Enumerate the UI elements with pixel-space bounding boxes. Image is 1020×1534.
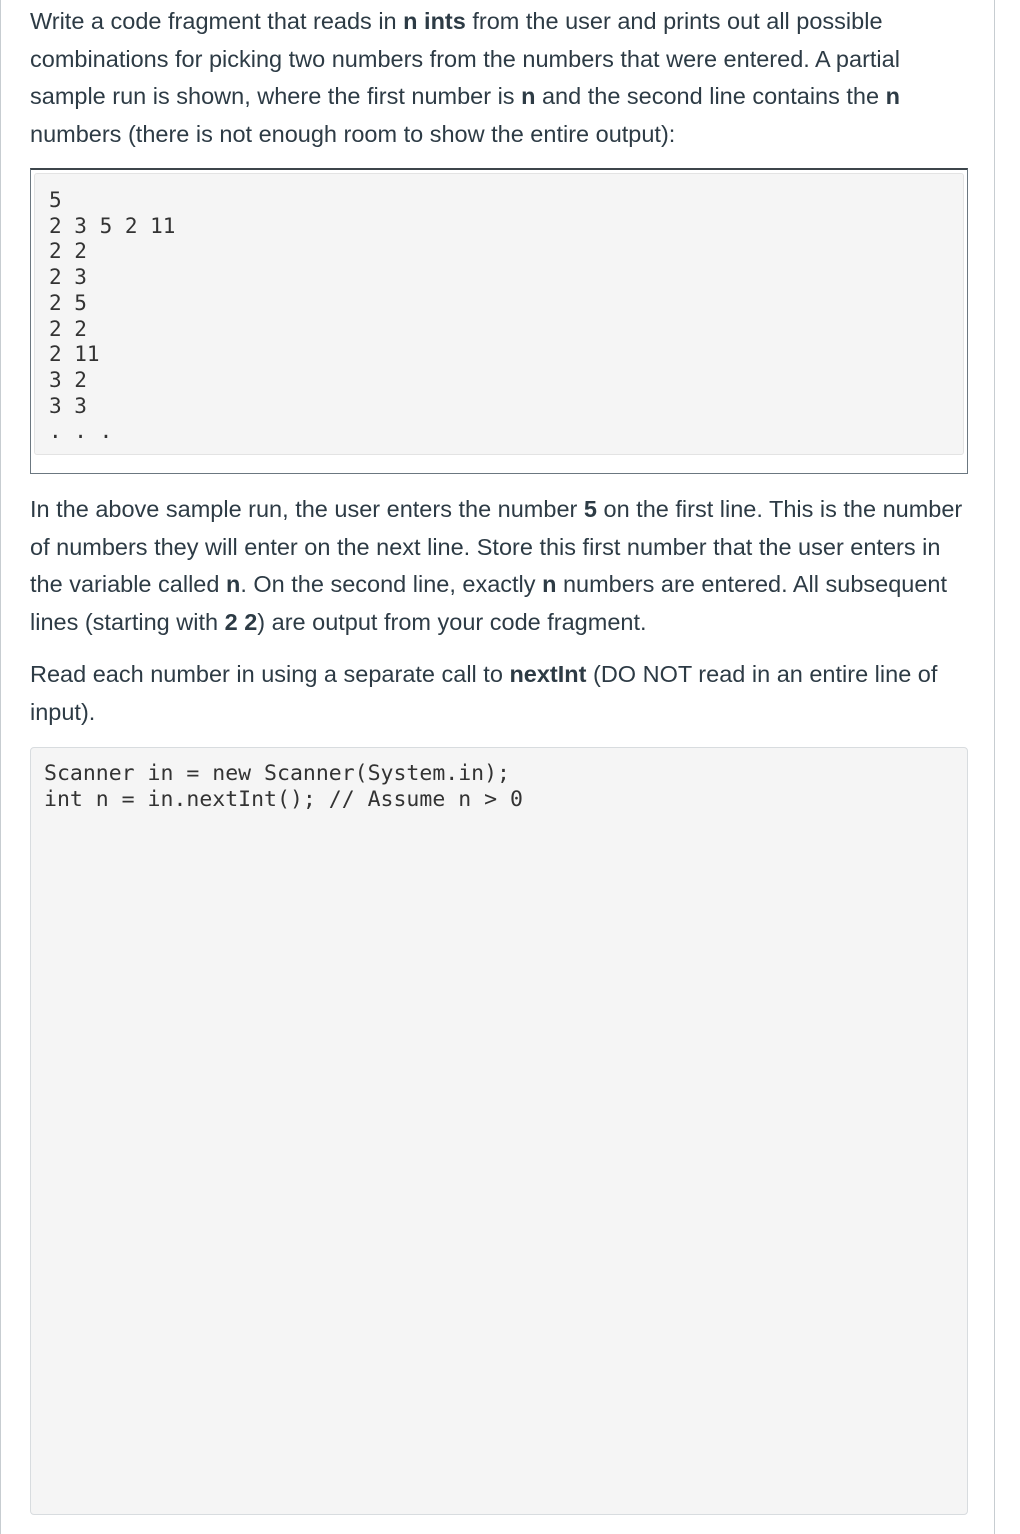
para2-text-1: In the above sample run, the user enters the number bbox=[30, 496, 584, 522]
para2-text-5: ) are output from your code fragment. bbox=[257, 608, 647, 635]
para2-bold-n-2: n bbox=[542, 571, 557, 597]
sample-run-panel bbox=[34, 173, 964, 455]
code-answer-editor[interactable] bbox=[30, 747, 968, 1515]
para2-text-4: numbers are entered. All subsequent lines (starting with bbox=[30, 571, 948, 635]
intro-bold-n-1: n bbox=[521, 83, 536, 109]
para2-bold-2-2: 2 2 bbox=[224, 608, 258, 635]
intro-text-1: Write a code fragment that reads in bbox=[30, 8, 404, 34]
intro-text-3: and the second line contains the bbox=[535, 83, 886, 109]
para3-text-2: (DO NOT read in an entire line of input). bbox=[30, 661, 938, 725]
para2-text-2: on the first line. This is the number of numbers they will enter on the next line. Store this first number that the user enters in the variable called bbox=[30, 496, 963, 597]
intro-bold-n-ints: n ints bbox=[403, 8, 466, 34]
sample-run-box bbox=[30, 168, 968, 474]
para2-bold-5: 5 bbox=[583, 496, 597, 522]
sample-explanation-text bbox=[30, 491, 970, 641]
sample-run-output: 5 2 3 5 2 11 2 2 2 3 2 5 2 2 2 11 3 2 3 3 . . . bbox=[49, 188, 176, 444]
para3-bold-nextint: nextInt bbox=[509, 661, 587, 687]
intro-text-2: from the user and prints out all possible combinations for picking two numbers from the numbers that were entered. A partial sample run is shown, where the first number is bbox=[30, 8, 900, 109]
instruction-text bbox=[30, 656, 970, 731]
code-answer-text[interactable]: Scanner in = new Scanner(System.in); int n = in.nextInt(); // Assume n > 0 bbox=[44, 761, 523, 812]
para2-bold-n-1: n bbox=[225, 571, 241, 597]
para3-text-1: Read each number in using a separate call to bbox=[30, 661, 510, 687]
intro-text-4: numbers (there is not enough room to show the entire output): bbox=[30, 120, 676, 147]
para2-text-3: . On the second line, exactly bbox=[240, 571, 543, 597]
intro-bold-n-2: n bbox=[885, 83, 900, 109]
question-intro-text bbox=[30, 3, 970, 153]
